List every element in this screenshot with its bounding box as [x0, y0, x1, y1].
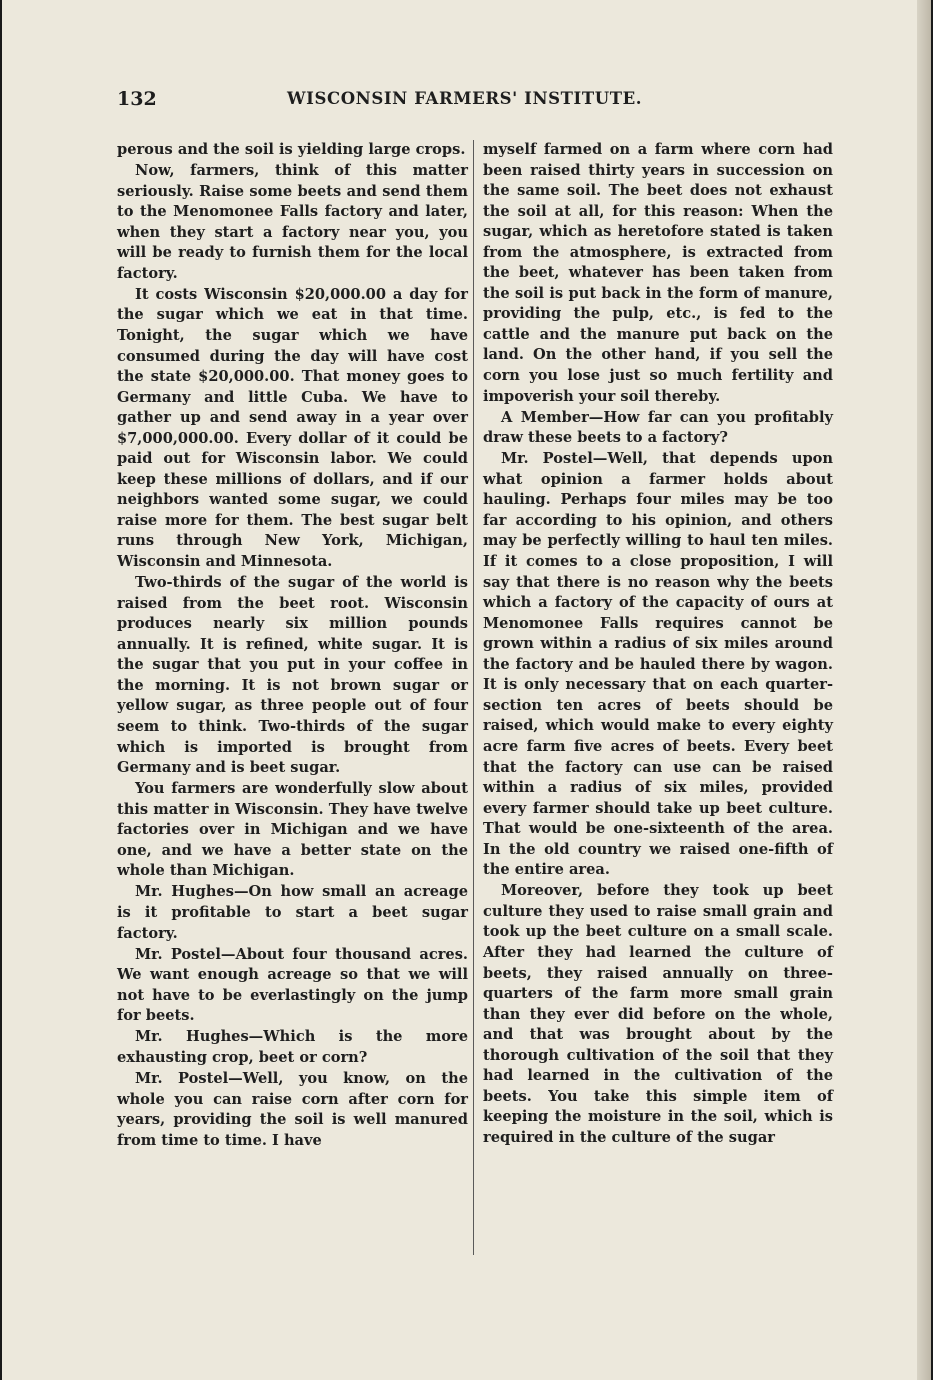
paragraph: Mr. Hughes—On how small an acreage is it profitable to start a beet sugar factory. [117, 883, 468, 942]
running-head: WISCONSIN FARMERS' INSTITUTE. [287, 89, 643, 108]
paragraph: A Member—How far can you profitably draw these beets to a factory? [483, 408, 833, 447]
paragraph: Now, farmers, think of this matter seriously. Raise some beets and send them to the Menomonee Falls factory and later, when they start a factory near you, you will be ready to furnish them for the local factory. [117, 162, 468, 282]
paragraph: It costs Wisconsin $20,000.00 a day for the sugar which we eat in that time. Tonight, the sugar which we have consumed during the day will have cost the state $20,000.00. That money goes to Germany and little Cuba. We have to gather up and send away in a year over $7,000,000.00. Every dollar of it could be paid out for Wisconsin labor. We could keep these millions of dollars, and if our neighbors wanted some sugar, we could raise more for them. The best sugar belt runs through New York, Michigan, Wisconsin and Minnesota. [117, 285, 468, 571]
column-divider [473, 140, 474, 1255]
paragraph: Mr. Postel—About four thousand acres. We want enough acreage so that we will not have to be everlastingly on the jump for beets. [117, 945, 468, 1025]
paragraph: Mr. Postel—Well, that depends upon what opinion a farmer holds about hauling. Perhaps four miles may be too far according to his opinion, and others may be perfectly willing to haul ten miles. If it comes to a close proposition, I will say that there is no reason why the beets which a factory of the capacity of ours at Menomonee Falls requires cannot be grown within a radius of six miles around the factory and be hauled there by wagon. It is only necessary that on each quarter-section ten acres of beets should be raised, which would make to every eighty acre farm five acres of beets. Every beet that the factory can use can be raised within a radius of six miles, provided every farmer should take up beet culture. That would be one-sixteenth of the area. In the old country we raised one-fifth of the entire area. [483, 450, 833, 879]
left-column [117, 140, 468, 1152]
right-column [483, 140, 833, 1149]
paragraph: perous and the soil is yielding large crops. [117, 141, 466, 158]
paragraph: Mr. Hughes—Which is the more exhausting crop, beet or corn? [117, 1028, 468, 1066]
page-edge-shadow [917, 0, 931, 1380]
book-page [2, 0, 931, 1380]
paragraph: Two-thirds of the sugar of the world is raised from the beet root. Wisconsin produces nearly six million pounds annually. It is refined, white sugar. It is the sugar that you put in your coffee in the morning. It is not brown sugar or yellow sugar, as three people out of four seem to think. Two-thirds of the sugar which is imported is brought from Germany and is beet sugar. [117, 574, 468, 777]
paragraph: Moreover, before they took up beet culture they used to raise small grain and took up the beet culture on a small scale. After they had learned the culture of beets, they raised annually on three-quarters of the farm more small grain than they ever did before on the whole, and that was brought about by the thorough cultivation of the soil that they had learned in the cultivation of the beets. You take this simple item of keeping the moisture in the soil, which is required in the culture of the sugar [483, 882, 833, 1146]
paragraph: Mr. Postel—Well, you know, on the whole you can raise corn after corn for years, providing the soil is well manured from time to time. I have [117, 1069, 468, 1149]
paragraph: myself farmed on a farm where corn had been raised thirty years in succession on the same soil. The beet does not exhaust the soil at all, for this reason: When the sugar, which as heretofore stated is taken from the atmosphere, is extracted from the beet, whatever has been taken from the soil is put back in the form of manure, providing the pulp, etc., is fed to the cattle and the manure put back on the land. On the other hand, if you sell the corn you lose just so much fertility and impoverish your soil thereby. [483, 141, 833, 405]
page-number: 132 [117, 88, 157, 110]
paragraph: You farmers are wonderfully slow about this matter in Wisconsin. They have twelve factories over in Michigan and we have one, and we have a better state on the whole than Michigan. [117, 780, 468, 880]
